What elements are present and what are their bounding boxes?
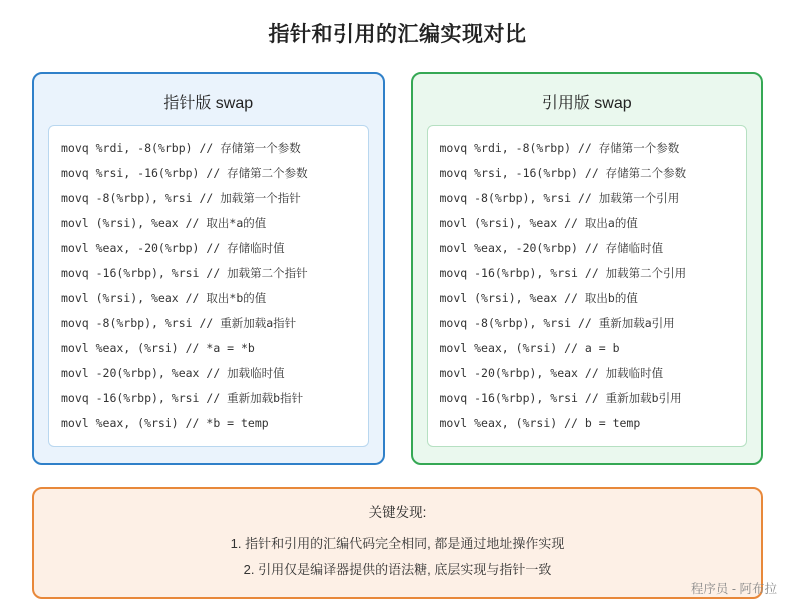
code-line: movq %rsi, -16(%rbp) // 存储第二个参数 [61, 166, 308, 180]
key-findings-title: 关键发现: [368, 505, 427, 520]
page-title: 指针和引用的汇编实现对比 [268, 23, 527, 46]
code-line: movq -8(%rbp), %rsi // 重新加载a指针 [61, 316, 297, 330]
reference-panel-heading: 引用版 swap [541, 95, 632, 112]
code-line: movq -16(%rbp), %rsi // 加载第二个引用 [439, 266, 687, 280]
pointer-code-block [48, 125, 369, 447]
key-finding-item: 2. 引用仅是编译器提供的语法糖, 底层实现与指针一致 [243, 562, 552, 577]
code-line: movq %rsi, -16(%rbp) // 存储第二个参数 [439, 166, 687, 180]
pointer-swap-panel [32, 72, 385, 465]
pointer-panel-heading: 指针版 swap [163, 95, 254, 112]
code-line: movq -16(%rbp), %rsi // 重新加载b引用 [439, 391, 682, 405]
key-findings-box [32, 487, 763, 599]
code-line: movq %rdi, -8(%rbp) // 存储第一个参数 [439, 141, 680, 155]
code-line: movl (%rsi), %eax // 取出b的值 [439, 291, 638, 305]
code-line: movl %eax, -20(%rbp) // 存储临时值 [439, 241, 664, 255]
code-line: movq -8(%rbp), %rsi // 重新加载a引用 [439, 316, 675, 330]
code-line: movq -16(%rbp), %rsi // 加载第二个指针 [61, 266, 308, 280]
code-line: movl (%rsi), %eax // 取出*a的值 [61, 216, 267, 230]
comparison-panels [0, 48, 795, 465]
code-line: movq %rdi, -8(%rbp) // 存储第一个参数 [61, 141, 301, 155]
key-finding-item: 1. 指针和引用的汇编代码完全相同, 都是通过地址操作实现 [230, 536, 565, 551]
code-line: movl (%rsi), %eax // 取出a的值 [439, 216, 638, 230]
reference-code-block [427, 125, 748, 447]
watermark: 程序员 - 阿布拉 [690, 582, 777, 596]
code-line: movq -8(%rbp), %rsi // 加载第一个指针 [61, 191, 301, 205]
code-line: movl -20(%rbp), %eax // 加载临时值 [439, 366, 664, 380]
code-line: movl %eax, (%rsi) // b = temp [439, 416, 641, 430]
code-line: movl %eax, (%rsi) // *b = temp [61, 416, 269, 430]
code-line: movl (%rsi), %eax // 取出*b的值 [61, 291, 267, 305]
reference-swap-panel [411, 72, 764, 465]
code-line: movl -20(%rbp), %eax // 加载临时值 [61, 366, 285, 380]
code-line: movl %eax, -20(%rbp) // 存储临时值 [61, 241, 285, 255]
code-line: movl %eax, (%rsi) // a = b [439, 341, 620, 355]
code-line: movq -16(%rbp), %rsi // 重新加载b指针 [61, 391, 304, 405]
code-line: movl %eax, (%rsi) // *a = *b [61, 341, 255, 355]
code-line: movq -8(%rbp), %rsi // 加载第一个引用 [439, 191, 680, 205]
